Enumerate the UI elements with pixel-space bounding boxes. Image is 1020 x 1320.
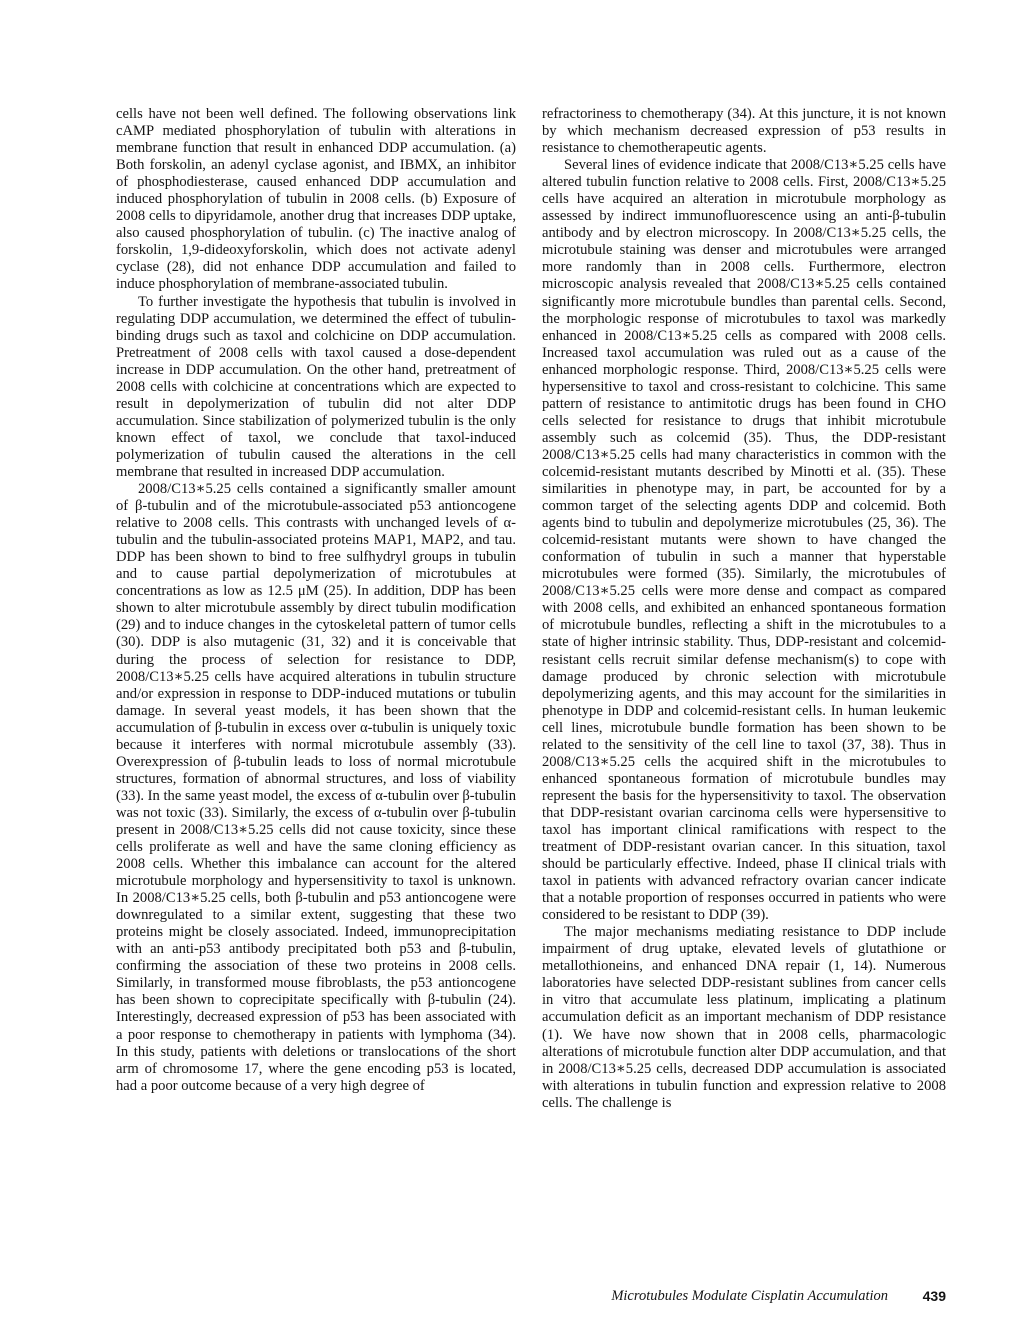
paragraph-altered-tubulin-function: Several lines of evidence indicate that 2008/C13∗5.25 cells have altered tubulin function relative to 2008 cells. First, 2008/C13∗5.25 cells have acquired an alteration in microtubule morphology as assessed by indirect immunofluorescence using an anti-β-tubulin antibody and by electron microscopy. In 2008/C13∗5.25 cells, the microtubule staining was denser and microtubules were arranged more randomly than in 2008 cells. Furthermore, electron microscopic analysis revealed that 2008/C13∗5.25 cells contained significantly more microtubule bundles than parental cells. Second, the morphologic response of microtubules to taxol was markedly enhanced in 2008/C13∗5.25 cells as compared with 2008 cells. Increased taxol accumulation was ruled out as a cause of the enhanced morphologic response. Third, 2008/C13∗5.25 cells were hypersensitive to taxol and cross-resistant to colchicine. This same pattern of resistance to antimitotic drugs has been found in CHO cells selected for resistance to drugs that inhibit microtubule assembly such as colcemid (35). Thus, the DDP-resistant 2008/C13∗5.25 cells had many characteristics in common with the colcemid-resistant mutants described by Minotti et al. (35). These similarities in phenotype may, in part, be accounted for by a common target of the selecting agents DDP and colcemid. Both agents bind to tubulin and depolymerize microtubules (25, 36). The colcemid-resistant mutants were shown to have changed the conformation of tubulin in such a manner that hyperstable microtubules were formed (35). Similarly, the microtubules of 2008/C13∗5.25 cells were more dense and compact as compared with 2008 cells, and exhibited an enhanced spontaneous formation of microtubule bundles, reflecting a shift in the microtubules to a state of higher intrinsic stability. Thus, DDP-resistant and colcemid-resistant cells recruit similar defense mechanism(s) to cope with damage produced by chronic selection with microtubule depolymerizing agents, and this may account for the similarities in phenotype in DDP and colcemid-resistant cells. In human leukemic cell lines, microtubule bundle formation has been shown to be related to the sensitivity of the cell line to taxol (37, 38). Thus in 2008/C13∗5.25 cells the acquired shift in the microtubules to enhanced spontaneous formation of microtubule bundles may represent the basis for the hypersensitivity to taxol. The observation that DDP-resistant ovarian carcinoma cells were hypersensitive to taxol has important clinical ramifications with respect to the treatment of DDP-resistant ovarian cancer. In this situation, taxol should be particularly effective. Indeed, phase II clinical trials with taxol in patients with advanced refractory ovarian cancer indicate that a notable proportion of responses occurred in patients who were considered to be resistant to DDP (39).: [542, 157, 946, 924]
paragraph-continued-right: refractoriness to chemotherapy (34). At this juncture, it is not known by which mechanism decreased expression of p53 results in resistance to chemotherapeutic agents.: [542, 106, 946, 157]
paragraph-resistance-mechanisms: The major mechanisms mediating resistance to DDP include impairment of drug uptake, elevated levels of glutathione or metallothioneins, and enhanced DNA repair (1, 14). Numerous laboratories have selected DDP-resistant sublines from cancer cells in vitro that accumulate less platinum, implicating a platinum accumulation deficit as an important mechanism of DDP resistance (1). We have now shown that in 2008 cells, pharmacologic alterations of microtubule function alter DDP accumulation, and that in 2008/C13∗5.25 cells, decreased DDP accumulation is associated with alterations in tubulin function and expression relative to 2008 cells. The challenge is: [542, 924, 946, 1111]
right-column: [542, 106, 946, 1112]
page-number: 439: [922, 1288, 946, 1304]
paragraph-beta-tubulin-p53: 2008/C13∗5.25 cells contained a significantly smaller amount of β-tubulin and of the microtubule-associated p53 antioncogene relative to 2008 cells. This contrasts with unchanged levels of α-tubulin and the tubulin-associated proteins MAP1, MAP2, and tau. DDP has been shown to bind to free sulfhydryl groups in tubulin and to cause partial depolymerization of microtubules at concentrations as low as 12.5 μM (25). In addition, DDP has been shown to alter microtubule assembly by direct tubulin modification (29) and to induce changes in the cytoskeletal pattern of tumor cells (30). DDP is also mutagenic (31, 32) and it is conceivable that during the process of selection for resistance to DDP, 2008/C13∗5.25 cells have acquired alterations in tubulin structure and/or expression in response to DDP-induced mutations or tubulin damage. In several yeast models, it has been shown that the accumulation of β-tubulin in excess over α-tubulin is uniquely toxic because it interferes with normal microtubule assembly (33). Overexpression of β-tubulin leads to loss of normal microtubule structures, formation of abnormal structures, and loss of viability (33). In the same yeast model, the excess of α-tubulin over β-tubulin was not toxic (33). Similarly, the excess of α-tubulin over β-tubulin present in 2008/C13∗5.25 cells did not cause toxicity, since these cells proliferate as well and have the same cloning efficiency as 2008 cells. Whether this imbalance can account for the altered microtubule morphology and hypersensitivity to taxol is unknown. In 2008/C13∗5.25 cells, both β-tubulin and p53 antioncogene were downregulated to a similar extent, suggesting that these two proteins might be closely associated. Indeed, immunoprecipitation with an anti-p53 antibody precipitated both p53 and β-tubulin, confirming the association of these two proteins in 2008 cells. Similarly, in transformed mouse fibroblasts, the p53 antioncogene has been shown to coprecipitate specifically with β-tubulin (24). Interestingly, decreased expression of p53 has been associated with a poor response to chemotherapy in patients with lymphoma (34). In this study, patients with deletions or translocations of the short arm of chromosome 17, where the gene encoding p53 is located, had a poor outcome because of a very high degree of: [116, 481, 516, 1094]
page-footer: [542, 1288, 946, 1308]
paragraph-tubulin-binding-drugs: To further investigate the hypothesis that tubulin is involved in regulating DDP accumulation, we determined the effect of tubulin-binding drugs such as taxol and colchicine on DDP accumulation. Pretreatment of 2008 cells with taxol caused a dose-dependent increase in DDP accumulation. On the other hand, pretreatment of 2008 cells with colchicine at concentrations which are expected to result in depolymerization of tubulin did not alter DDP accumulation. Since stabilization of polymerized tubulin is the only known effect of taxol, we conclude that taxol-induced polymerization of tubulin caused the alterations in the cell membrane that resulted in increased DDP accumulation.: [116, 293, 516, 480]
paragraph-continued-left: cells have not been well defined. The following observations link cAMP mediated phosphorylation of tubulin with alterations in membrane function that result in enhanced DDP accumulation. (a) Both forskolin, an adenyl cyclase agonist, and IBMX, an inhibitor of phosphodiesterase, caused enhanced DDP accumulation and induced phosphorylation of tubulin in 2008 cells. (b) Exposure of 2008 cells to dipyridamole, another drug that increases DDP uptake, also caused phosphorylation of tubulin. (c) The inactive analog of forskolin, 1,9-dideoxyforskolin, which does not activate adenyl cyclase (28), did not enhance DDP accumulation and failed to induce phosphorylation of membrane-associated tubulin.: [116, 106, 516, 293]
left-column: [116, 106, 516, 1095]
running-title: Microtubules Modulate Cisplatin Accumulation: [611, 1288, 888, 1304]
